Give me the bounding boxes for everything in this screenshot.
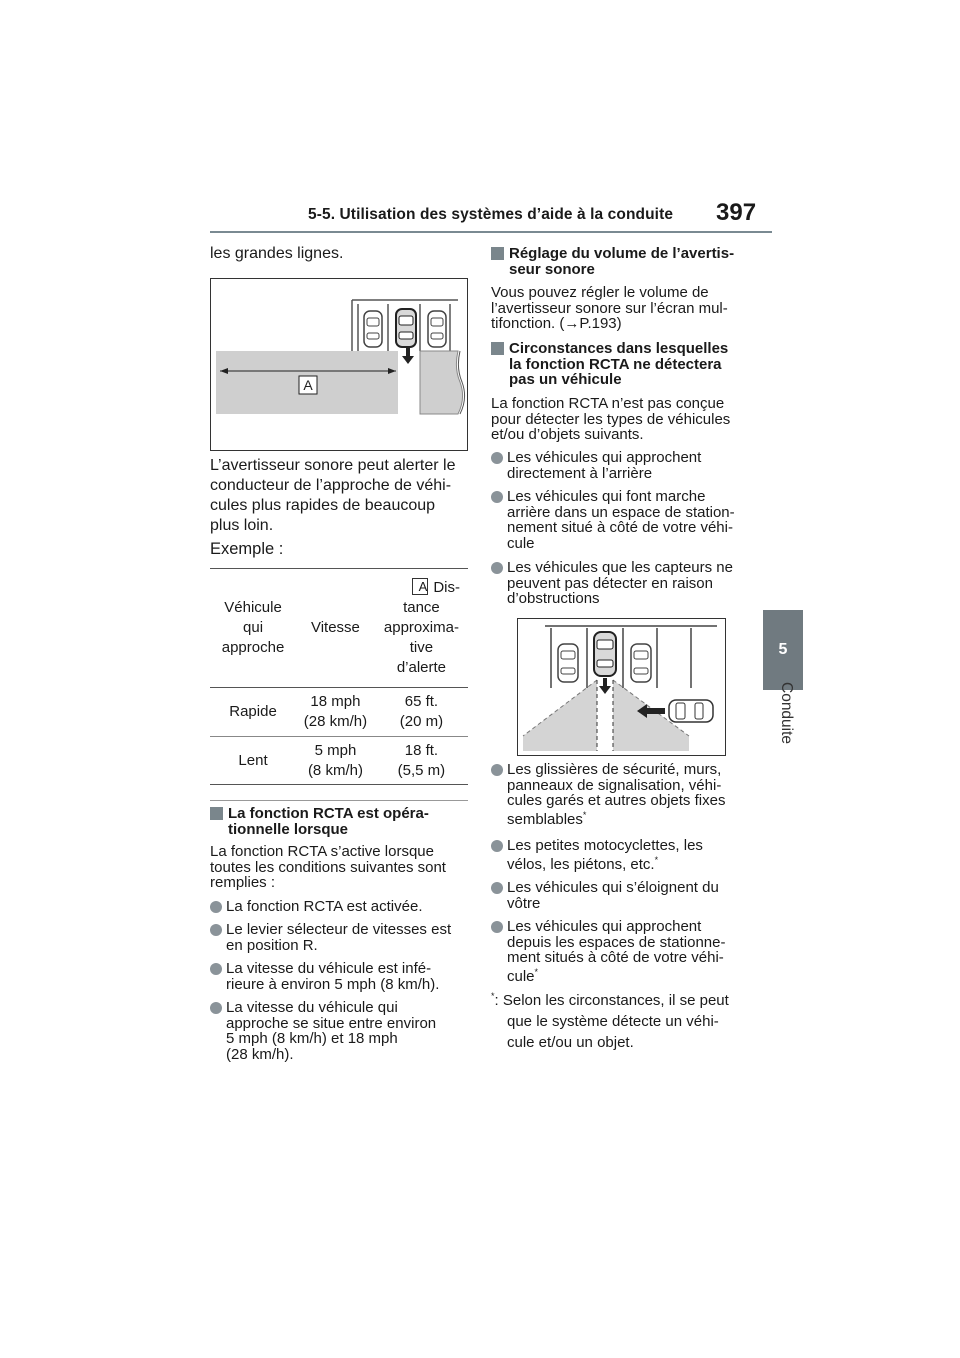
bullet-icon: [210, 963, 222, 975]
volume-heading: Réglage du volume de l’avertis- seur sonore: [491, 246, 734, 277]
bullet-icon: [491, 562, 503, 574]
header-cell-speed: Vitesse: [296, 569, 375, 688]
table-cell: Lent: [210, 737, 296, 785]
list-item: Les véhicules que les capteurs ne peuvent pas détecter en raison d’obstructions: [491, 560, 733, 607]
list-item: La vitesse du véhicule est infé- rieure à environ 5 mph (8 km/h).: [210, 961, 439, 992]
speed-distance-table: [210, 568, 468, 785]
paragraph-line: plus loin.: [210, 517, 274, 534]
list-item: Les véhicules qui s’éloignent du vôtre: [491, 880, 719, 911]
table-cell: 18 mph (28 km/h): [296, 688, 375, 737]
volume-body: Vous pouvez régler le volume de l’avertisseur sonore sur l’écran mul- tifonction. (→P.193): [491, 284, 728, 332]
paragraph-line: conducteur de l’approche de véhi-: [210, 477, 452, 494]
bullet-icon: [491, 452, 503, 464]
bullet-icon: [491, 764, 503, 776]
list-item: La fonction RCTA est activée.: [210, 899, 423, 915]
obstruction-diagram: [517, 618, 726, 756]
chapter-label-wrap: [773, 682, 795, 762]
table-cell: Rapide: [210, 688, 296, 737]
figure-label: A: [303, 377, 313, 393]
paragraph-line: L’avertisseur sonore peut alerter le: [210, 457, 456, 474]
bullet-icon: [491, 491, 503, 503]
label-a-badge: A: [412, 578, 428, 595]
table-row: [210, 737, 468, 785]
parked-car-left-icon: [558, 644, 578, 682]
paragraph-line: cules plus rapides de beaucoup: [210, 497, 436, 514]
parked-car-right-icon: [428, 311, 446, 347]
table-cell: 5 mph (8 km/h): [296, 737, 375, 785]
heading-square-icon: [491, 342, 504, 355]
bullet-icon: [491, 921, 503, 933]
list-item: Le levier sélecteur de vitesses est en position R.: [210, 922, 451, 953]
list-item: La vitesse du véhicule qui approche se situe entre environ 5 mph (8 km/h) et 18 mph (28 km/h).: [210, 1000, 436, 1062]
own-car-icon: [396, 309, 416, 347]
rcta-detection-diagram: [210, 278, 468, 451]
list-item: Les glissières de sécurité, murs, panneaux de signalisation, véhi- cules garés et autres objets fixes semblables*: [491, 762, 725, 827]
approaching-car-icon: [669, 700, 713, 722]
chapter-tab: [763, 610, 803, 690]
bullet-icon: [210, 924, 222, 936]
rcta-intro: La fonction RCTA s’active lorsque toutes les conditions suivantes sont remplies :: [210, 843, 446, 891]
footnote: *: Selon les circonstances, il se peut que le système détecte un véhi- cule et/ou un objet.: [491, 991, 729, 1051]
bullet-icon: [210, 1002, 222, 1014]
list-item: Les véhicules qui approchent directement à l’arrière: [491, 450, 701, 481]
list-item: Les véhicules qui font marche arrière dans un espace de station- nement situé à côté de votre véhi- cule: [491, 489, 735, 551]
circumstances-body: La fonction RCTA n’est pas conçue pour détecter les types de véhicules et/ou d’objets suivants.: [491, 395, 731, 443]
intro-line: les grandes lignes.: [210, 245, 344, 262]
warning-paragraph: [210, 456, 480, 536]
list-item: Les petites motocyclettes, les vélos, les piétons, etc.*: [491, 838, 703, 872]
header-cell-distance: A Dis- tance approxima- tive d’alerte: [375, 569, 468, 688]
bullet-icon: [491, 840, 503, 852]
table-cell: 18 ft. (5,5 m): [375, 737, 468, 785]
list-item: Les véhicules qui approchent depuis les espaces de stationne- ment situés à côté de votre véhi- cule*: [491, 919, 725, 984]
header-cell-vehicle: Véhicule qui approche: [210, 569, 296, 688]
own-car-icon: [594, 632, 616, 676]
parked-car-right-icon: [631, 644, 651, 682]
chapter-label: Conduite: [778, 682, 795, 745]
section-divider: [210, 800, 468, 801]
heading-square-icon: [210, 807, 223, 820]
table-header-row: [210, 569, 468, 688]
table-cell: 65 ft. (20 m): [375, 688, 468, 737]
parked-car-left-icon: [364, 311, 382, 347]
rcta-operating-heading: La fonction RCTA est opéra- tionnelle lorsque: [210, 806, 429, 837]
page-number: 397: [716, 199, 757, 226]
circumstances-heading: Circonstances dans lesquelles la fonction RCTA ne détectera pas un véhicule: [491, 341, 728, 388]
detection-zone-right: [420, 351, 463, 414]
bullet-icon: [210, 901, 222, 913]
bullet-icon: [491, 882, 503, 894]
section-title: 5-5. Utilisation des systèmes d’aide à la conduite: [308, 206, 674, 223]
example-label: Exemple :: [210, 540, 284, 558]
heading-square-icon: [491, 247, 504, 260]
chapter-number: 5: [778, 641, 788, 658]
table-row: [210, 688, 468, 737]
header-rule: [210, 231, 772, 233]
